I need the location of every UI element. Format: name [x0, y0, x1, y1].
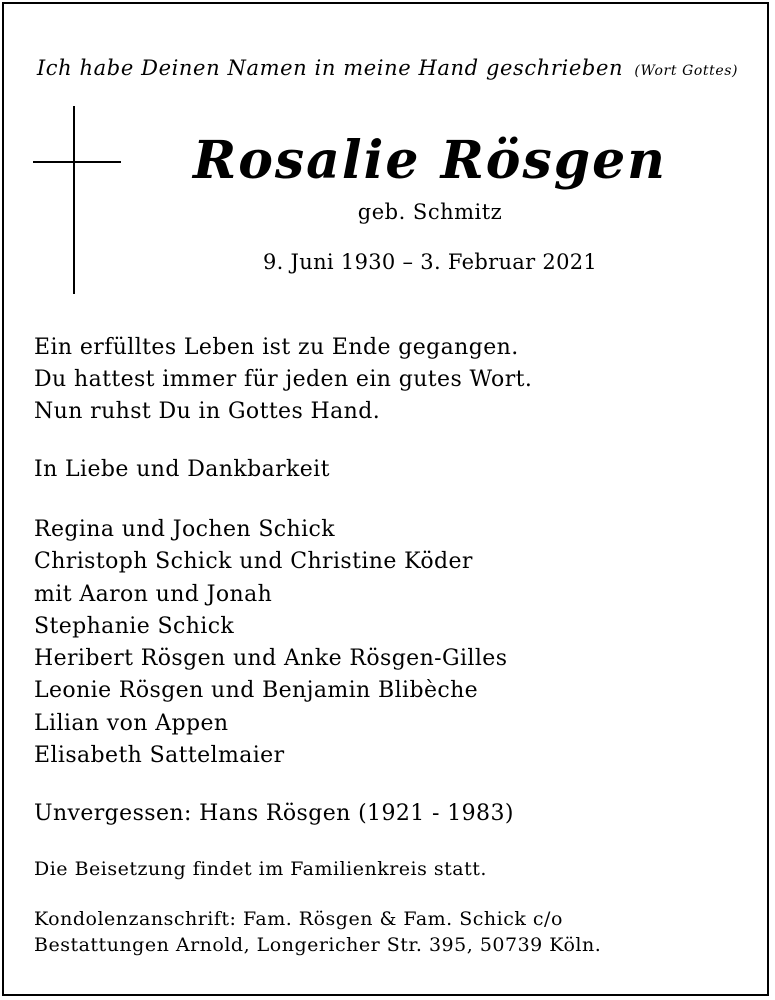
mourner-line: Stephanie Schick — [34, 613, 235, 639]
mourner-line: Regina und Jochen Schick — [34, 517, 335, 542]
verse-block — [34, 332, 532, 428]
remembrance-text: Unvergessen: Hans Rösgen (1921 - 1983) — [34, 801, 514, 826]
remembrance-line — [34, 798, 514, 830]
motto-source: (Wort Gottes) — [634, 63, 739, 79]
verse-line: Ein erfülltes Leben ist zu Ende gegangen. — [34, 335, 519, 360]
closing-text: In Liebe und Dankbarkeit — [34, 457, 330, 482]
motto-text: Ich habe Deinen Namen in meine Hand geschrieben — [36, 56, 624, 80]
mourner-line: Leonie Rösgen und Benjamin Blibèche — [34, 678, 479, 704]
mourner-line: Elisabeth Sattelmaier — [34, 743, 285, 769]
mourner-line: Heribert Rösgen und Anke Rösgen-Gilles — [34, 646, 508, 672]
motto-line — [0, 56, 775, 80]
mourner-line: mit Aaron und Jonah — [34, 581, 273, 607]
birth-name: geb. Schmitz — [357, 200, 503, 224]
condolence-address — [34, 906, 601, 958]
verse-line: Du hattest immer für jeden ein gutes Wort. — [34, 367, 533, 392]
life-dates: 9. Juni 1930 – 3. Februar 2021 — [262, 250, 598, 274]
address-line: Kondolenzanschrift: Fam. Rösgen & Fam. Schick c/o — [34, 908, 563, 930]
mourners-list — [34, 514, 507, 772]
deceased-name: Rosalie Rösgen — [193, 130, 667, 191]
verse-line: Nun ruhst Du in Gottes Hand. — [34, 399, 381, 424]
mourner-line: Lilian von Appen — [34, 710, 229, 736]
mourner-line: Christoph Schick und Christine Köder — [34, 549, 473, 575]
address-line: Bestattungen Arnold, Longericher Str. 395, 50739 Köln. — [34, 934, 602, 956]
cross-icon — [73, 106, 75, 294]
closing-line — [34, 454, 330, 486]
cross-icon-crossbar — [33, 161, 121, 163]
burial-note: Die Beisetzung findet im Familienkreis statt. — [34, 858, 487, 880]
